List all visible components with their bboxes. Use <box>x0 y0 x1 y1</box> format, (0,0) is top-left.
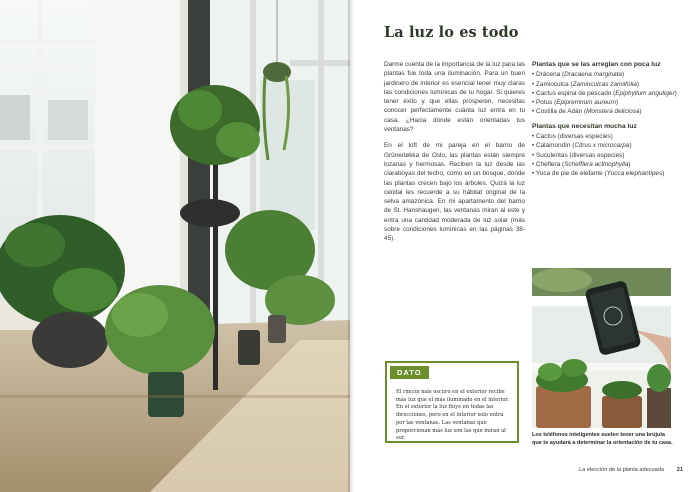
page-number: 21 <box>676 467 683 473</box>
dato-label: DATO <box>390 366 429 379</box>
page-title: La luz lo es todo <box>384 24 519 41</box>
plant-lists <box>532 60 682 184</box>
body-text-column <box>384 60 525 251</box>
list-item: • Zamioculca (Zamioculcas zamiifolia) <box>532 80 682 89</box>
list-item: • Cactus espina de pescado (Epiphyllum anguliger) <box>532 89 682 98</box>
list-item: • Costilla de Adán (Monstera deliciosa) <box>532 107 682 116</box>
list-item: • Cheflera (Schefflera actinophylla) <box>532 160 682 169</box>
text-page <box>354 0 700 492</box>
list-item: • Suculentas (diversas especies) <box>532 151 682 160</box>
body-paragraph-1: Darme cuenta de la importancia de la luz para las plantas fue toda una iluminación. Para un buen jardinero de interior es esencial tener muy claras las condiciones lumínicas de tu hogar. Si quieres tener éxito y que ellas prosperen, necesitas conocer perfectamente cuánta luz entra en tu casa. ¿Hacia dónde están orientadas tus ventanas? <box>384 61 525 134</box>
low-light-list <box>532 70 682 116</box>
body-paragraph-2: En el loft de mi pareja en el barrio de Grünerløkka de Oslo, las plantas están siempre lozanas y hermosas. Reciben la luz desde las claraboyas del techo, como en un bosque, donde las plantas crecen bajo los árboles. Quizá la luz cenital les recuerde a su hábitat original de la selva amazónica. En mi apartamento del barrio de St. Hanshaugen, las ventanas miran al este y entra una cantidad moderada de luz solar (más sobre condiciones lumínicas en las páginas 38-45). <box>384 142 525 243</box>
list-item: • Calamondín (Citrus x microcarpa) <box>532 141 682 150</box>
list-item: • Cactus (diversas especies) <box>532 132 682 141</box>
high-light-list <box>532 132 682 178</box>
list-item: • Potus (Epipremnum aureum) <box>532 98 682 107</box>
list-item: • Drácena (Dracaena marginata) <box>532 70 682 79</box>
low-light-heading: Plantas que se las arreglan con poca luz <box>532 61 661 68</box>
high-light-heading: Plantas que necesitan mucha luz <box>532 122 637 130</box>
photo-caption: Los teléfonos inteligentes suelen tener una brújula que te ayudará a determinar la orientación de tu casa. <box>532 432 673 446</box>
dato-text: El rincón más oscuro en el exterior recibe más luz que el más iluminado en el interior. En el exterior la luz fluye en todas las direcciones, pero en el interior solo entra por las ventanas. Las ventanas que proporcionan más luz son las que miran al sur. <box>396 389 509 442</box>
phone-compass-photo <box>532 268 671 428</box>
dato-callout-box <box>385 361 519 443</box>
list-item: • Yuca de pie de elefante (Yucca elephantipes) <box>532 169 682 178</box>
running-footer: La elección de la planta adecuada <box>579 467 664 473</box>
